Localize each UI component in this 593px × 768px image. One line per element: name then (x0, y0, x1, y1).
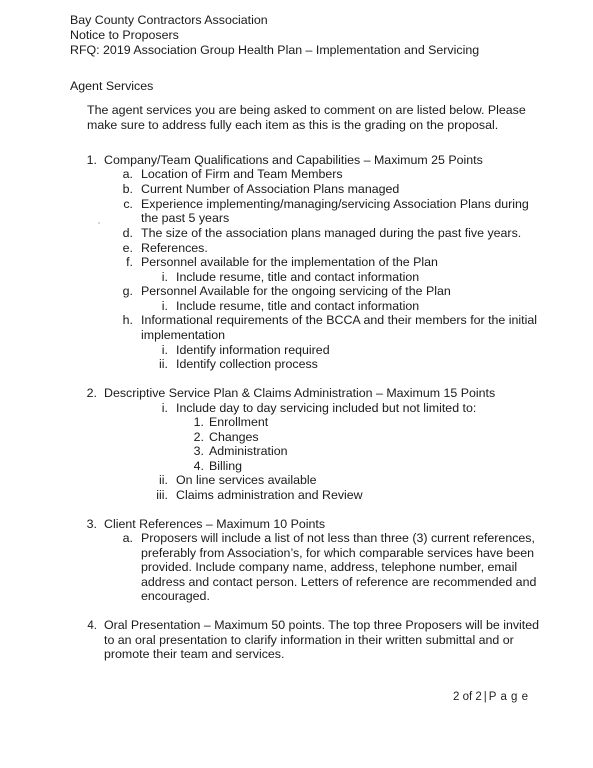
roman-text: Claims administration and Review (176, 488, 363, 502)
sub-text: implementation (141, 328, 226, 342)
roman-label: ii. (159, 357, 168, 371)
sub-label: h. (122, 313, 133, 327)
sub-text: encouraged. (141, 589, 210, 603)
sub-text: The size of the association plans managed during the past five years. (141, 226, 522, 240)
numeric-label: 1. (193, 415, 204, 429)
sub-label: e. (122, 241, 133, 255)
item-title: Client References – Maximum 10 Points (104, 517, 326, 531)
roman-text: Include resume, title and contact information (176, 270, 420, 284)
sub-label: g. (122, 284, 133, 298)
intro-line: make sure to address fully each item as this is the grading on the proposal. (87, 118, 499, 132)
sub-text: address and contact person. Letters of reference are recommended and (141, 575, 537, 589)
roman-text: Include resume, title and contact information (176, 299, 420, 313)
numeric-text: Billing (209, 459, 243, 473)
numeric-label: 3. (193, 444, 204, 458)
item-text: Oral Presentation – Maximum 50 points. The top three Proposers will be invited (104, 618, 540, 632)
sub-text: Experience implementing/managing/servicing Association Plans during (141, 197, 529, 211)
header-rfq: RFQ: 2019 Association Group Health Plan – Implementation and Servicing (70, 43, 480, 57)
sub-text: Location of Firm and Team Members (141, 167, 343, 181)
sub-label: a. (122, 167, 133, 181)
header-notice: Notice to Proposers (70, 28, 179, 42)
numeric-text: Changes (209, 430, 259, 444)
roman-label: i. (161, 343, 168, 357)
sub-text: Personnel Available for the ongoing servicing of the Plan (141, 284, 451, 298)
sub-text: preferably from Association’s, for which comparable services have been (141, 546, 535, 560)
item-title: Descriptive Service Plan & Claims Administration – Maximum 15 Points (104, 386, 496, 400)
page-word: P a g e (488, 691, 529, 703)
item-text: to an oral presentation to clarify information in their written submittal and or (104, 633, 514, 647)
item-number: 4. (87, 620, 97, 632)
sub-text: Personnel available for the implementation of the Plan (141, 255, 438, 269)
roman-text: Include day to day servicing included but not limited to: (176, 401, 477, 415)
page-count: 2 of 2 (453, 691, 482, 703)
roman-label: iii. (156, 488, 168, 502)
item-number: 3. (86, 517, 97, 531)
numeric-label: 4. (193, 459, 204, 473)
sub-text: References. (141, 241, 208, 255)
numeric-label: 2. (193, 430, 204, 444)
page-footer (453, 690, 529, 705)
sub-text: the past 5 years (141, 211, 230, 225)
sub-label: a. (122, 531, 133, 545)
item-text: promote their team and services. (104, 647, 285, 661)
item-title: Company/Team Qualifications and Capabilities – Maximum 25 Points (104, 153, 483, 167)
sub-label: f. (126, 255, 133, 269)
roman-label: ii. (159, 473, 168, 487)
roman-label: i. (161, 270, 168, 284)
numeric-text: Administration (209, 444, 288, 458)
section-title: Agent Services (70, 79, 154, 93)
sub-text: Current Number of Association Plans managed (141, 182, 400, 196)
sub-label: b. (122, 182, 133, 196)
sub-label: d. (122, 226, 133, 240)
scan-artifact (98, 222, 100, 224)
roman-text: On line services available (176, 473, 317, 487)
sub-text: provided. Include company name, address, telephone number, email (141, 560, 518, 574)
numeric-text: Enrollment (209, 415, 269, 429)
intro-line: The agent services you are being asked to comment on are listed below. Please (87, 103, 526, 117)
roman-text: Identify collection process (176, 357, 318, 371)
sub-text: Informational requirements of the BCCA and their members for the initial (141, 313, 537, 327)
item-number: 1. (86, 153, 97, 167)
header-organization: Bay County Contractors Association (70, 13, 268, 27)
roman-text: Identify information required (176, 343, 330, 357)
sub-label: c. (123, 197, 133, 211)
item-number: 2. (86, 386, 97, 400)
footer-separator: | (483, 691, 487, 703)
roman-label: i. (161, 401, 168, 415)
roman-label: i. (161, 299, 168, 313)
sub-text: Proposers will include a list of not less than three (3) current references, (141, 531, 535, 545)
